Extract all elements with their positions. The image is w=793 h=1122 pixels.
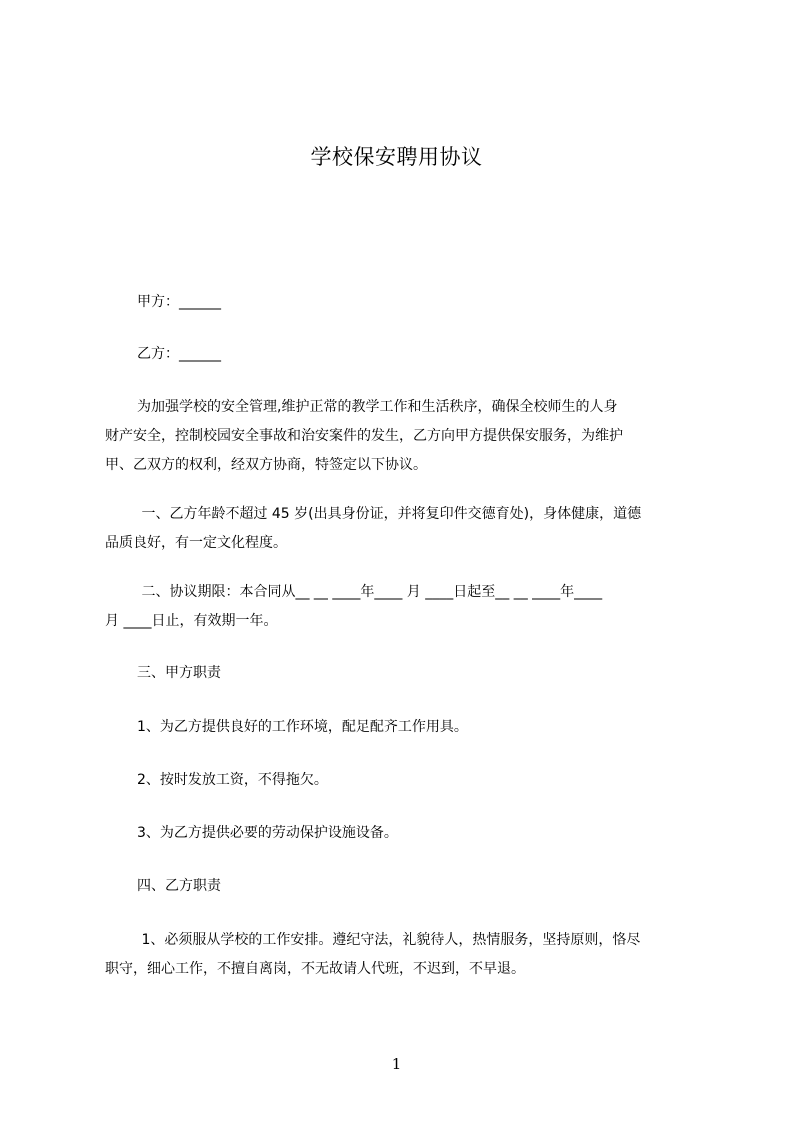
party-a-text: 甲方：______ [137,294,221,310]
section-4-item-1-line-1 [105,926,710,955]
section-4-item-1-line-2: 职守，细心工作，不擅自离岗，不无故请人代班，不迟到，不早退。 [105,961,525,977]
section-4-heading-text: 四、乙方职责 [137,878,221,894]
clause-1-line-1-text: 一、乙方年龄不超过 45 岁(出具身份证，并将复印件交德育处)，身体健康，道德 [137,506,642,522]
page-number: 1 [391,1055,402,1073]
intro-line-3: 甲、乙双方的权利，经双方协商，特签定以下协议。 [105,457,427,473]
section-4-item-1-line-1-text: 1、必须服从学校的工作安排。遵纪守法，礼貌待人，热情服务，坚持原则，恪尽 [137,932,641,948]
section-3-item-2 [105,766,710,795]
section-4-item-1 [105,926,710,984]
section-3-heading-text: 三、甲方职责 [137,665,221,681]
clause-2-line-1 [105,578,710,607]
clause-1-line-2: 品质良好，有一定文化程度。 [105,535,287,551]
intro-paragraph [105,393,710,480]
party-b-line [105,340,710,369]
section-3-item-3-text: 3、为乙方提供必要的劳动保护设施设备。 [137,825,398,841]
clause-2-paragraph [105,578,710,636]
intro-line-2: 财产安全，控制校园安全事故和治安案件的发生，乙方向甲方提供保安服务，为维护 [105,428,623,444]
intro-line-1 [105,393,710,422]
section-3-item-2-text: 2、按时发放工资，不得拖欠。 [137,772,328,788]
clause-2-line-1-text: 二、协议期限：本合同从__ __ ____年____ 月 ____日起至__ __ ____年____ [137,584,603,600]
section-4-heading [105,872,710,901]
party-b-text: 乙方：______ [137,346,221,362]
section-3-item-1 [105,713,710,742]
clause-1-line-1 [105,500,710,529]
clause-2-line-2: 月 ____日止，有效期一年。 [105,613,278,629]
clause-1-paragraph [105,500,710,558]
section-3-item-1-text: 1、为乙方提供良好的工作环境，配足配齐工作用具。 [137,719,468,735]
party-a-line [105,288,710,317]
section-3-heading [105,659,710,688]
document-title: 学校保安聘用协议 [310,145,483,169]
intro-line-1-text: 为加强学校的安全管理,维护正常的教学工作和生活秩序，确保全校师生的人身 [137,399,618,415]
section-3-item-3 [105,819,710,848]
